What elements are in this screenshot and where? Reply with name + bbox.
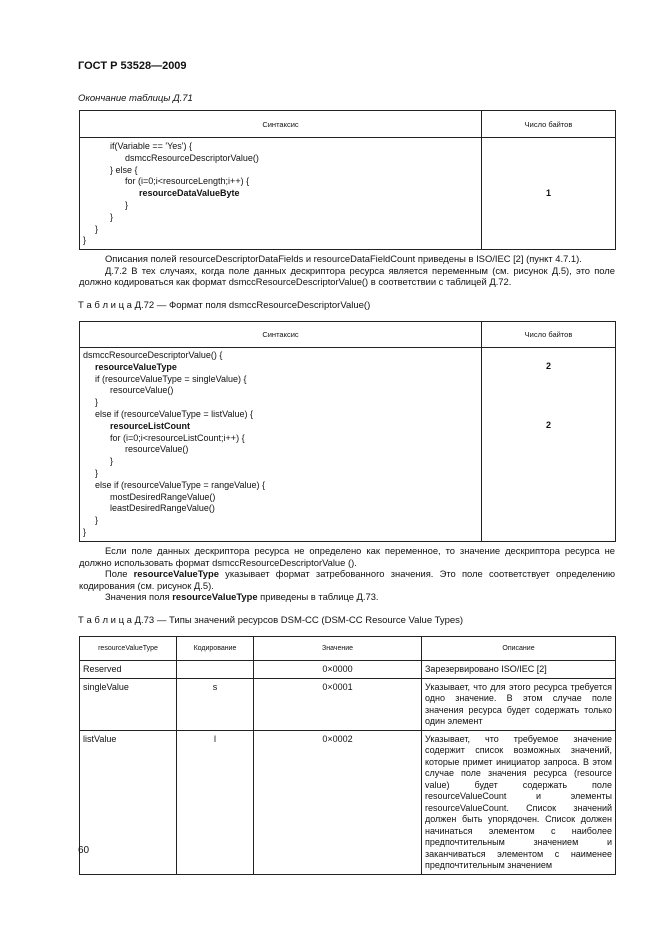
cell-value: 0×0002 (254, 730, 422, 874)
table73-col-coding: Кодирование (177, 637, 254, 661)
code-line: } (125, 199, 129, 210)
code-line: if (resourceValueType = singleValue) { (95, 373, 247, 384)
table73-col-desc: Описание (422, 637, 616, 661)
paragraph: Если поле данных дескриптора ресурса не определено как переменное, то значение дескриптора ресурса не должно использовать формат dsmccResourceDescriptorValue (). (79, 545, 615, 568)
code-line: } (95, 467, 99, 478)
standard-header: ГОСТ Р 53528—2009 (78, 60, 187, 72)
paragraphs-block-2 (79, 545, 615, 603)
table-row (80, 730, 616, 874)
table72-bytes-list: 2 (545, 420, 551, 430)
table73-caption: Т а б л и ц а Д.73 — Типы значений ресурсов DSM-CC (DSM-CC Resource Value Types) (78, 615, 464, 626)
code-line: for (i=0;i<resourceLength;i++) { (125, 176, 250, 187)
code-line: } else { (110, 164, 138, 175)
code-line: } (95, 397, 99, 408)
paragraph: Описания полей resourceDescriptorDataFields и resourceDataFieldCount приведены в ISO/IEC [2] (пункт 4.7.1). (105, 253, 582, 264)
table73 (79, 636, 616, 875)
code-line: resourceValue() (125, 444, 189, 455)
code-line: resourceValueType (95, 361, 177, 372)
code-line: leastDesiredRangeValue() (110, 503, 215, 514)
code-line: } (110, 456, 114, 467)
cell-type: Reserved (80, 661, 177, 679)
code-line: dsmccResourceDescriptorValue() (125, 152, 259, 163)
cell-type: listValue (80, 730, 177, 874)
cell-desc: Указывает, что требуемое значение содержит список возможных значений, которые примет инициатор запроса. В этом случае поле значения ресурса (resource value) будет содержать поле resourceValueCount и элементы resourceValueCount. Список значений должен быть упорядочен. Список должен начинаться элементом с наиболее предпочтительным значением и заканчиваться элементом с наименее предпочтительным значением (422, 730, 616, 874)
paragraphs-block-1 (79, 253, 615, 288)
table73-col-value: Значение (254, 637, 422, 661)
table72-bytes-type: 2 (545, 361, 551, 371)
cell-coding: l (177, 730, 254, 874)
code-line: } (83, 235, 87, 246)
code-line: if(Variable == 'Yes') { (110, 141, 192, 151)
paragraph (79, 591, 615, 603)
table-row (80, 678, 616, 730)
field-name: resourceValueType (172, 591, 258, 602)
code-line: resourceListCount (110, 420, 191, 431)
table72-caption: Т а б л и ц а Д.72 — Формат поля dsmccResourceDescriptorValue() (78, 300, 371, 311)
table71-code-cell (80, 138, 482, 250)
table71-caption: Окончание таблицы Д.71 (78, 93, 193, 104)
code-line: resourceDataValueByte (139, 188, 240, 199)
table72 (79, 321, 616, 542)
text: приведены в таблице Д.73. (257, 591, 379, 602)
paragraph (79, 568, 615, 591)
table71-bytes: 1 (482, 138, 616, 250)
field-name: resourceValueType (133, 568, 219, 579)
table73-col-type: resourceValueType (80, 637, 177, 661)
code-line: else if (resourceValueType = rangeValue) { (95, 479, 266, 490)
table72-col-syntax: Синтаксис (80, 322, 482, 348)
code-line: for (i=0;i<resourceListCount;i++) { (110, 432, 245, 443)
table-row (80, 661, 616, 679)
page-number: 60 (78, 845, 90, 856)
table72-code-cell (80, 348, 482, 542)
cell-coding: s (177, 678, 254, 730)
paragraph: Д.7.2 В тех случаях, когда поле данных дескриптора ресурса является переменным (см. рисунок Д.5), это поле должно кодироваться как формат dsmccResourceDescriptorValue() в соответствии с таблицей Д.72. (79, 264, 615, 287)
cell-desc: Зарезервировано ISO/IEC [2] (422, 661, 616, 679)
cell-value: 0×0001 (254, 678, 422, 730)
table71-col-syntax: Синтаксис (80, 111, 482, 138)
table72-bytes-cell (482, 348, 616, 542)
text: указывает формат затребованного значения. Это поле соответствует определению кодирования (см. рисунок Д.5). (79, 568, 615, 591)
code-line: } (110, 211, 114, 222)
table71-col-bytes: Число байтов (482, 111, 616, 138)
code-line: mostDesiredRangeValue() (110, 491, 216, 502)
text: Поле (105, 568, 134, 579)
code-line: resourceValue() (110, 385, 174, 396)
text: Значения поля (105, 591, 173, 602)
table71 (79, 110, 616, 250)
cell-coding (177, 661, 254, 679)
cell-desc: Указывает, что для этого ресурса требуется одно значение. В этом случае поле значения ресурса будет содержать только один элемент (422, 678, 616, 730)
code-line: else if (resourceValueType = listValue) { (95, 408, 253, 419)
code-line: } (83, 526, 87, 537)
code-line: } (95, 515, 99, 526)
code-line: dsmccResourceDescriptorValue() { (83, 350, 223, 360)
cell-value: 0×0000 (254, 661, 422, 679)
code-line: } (95, 223, 99, 234)
table72-col-bytes: Число байтов (482, 322, 616, 348)
cell-type: singleValue (80, 678, 177, 730)
